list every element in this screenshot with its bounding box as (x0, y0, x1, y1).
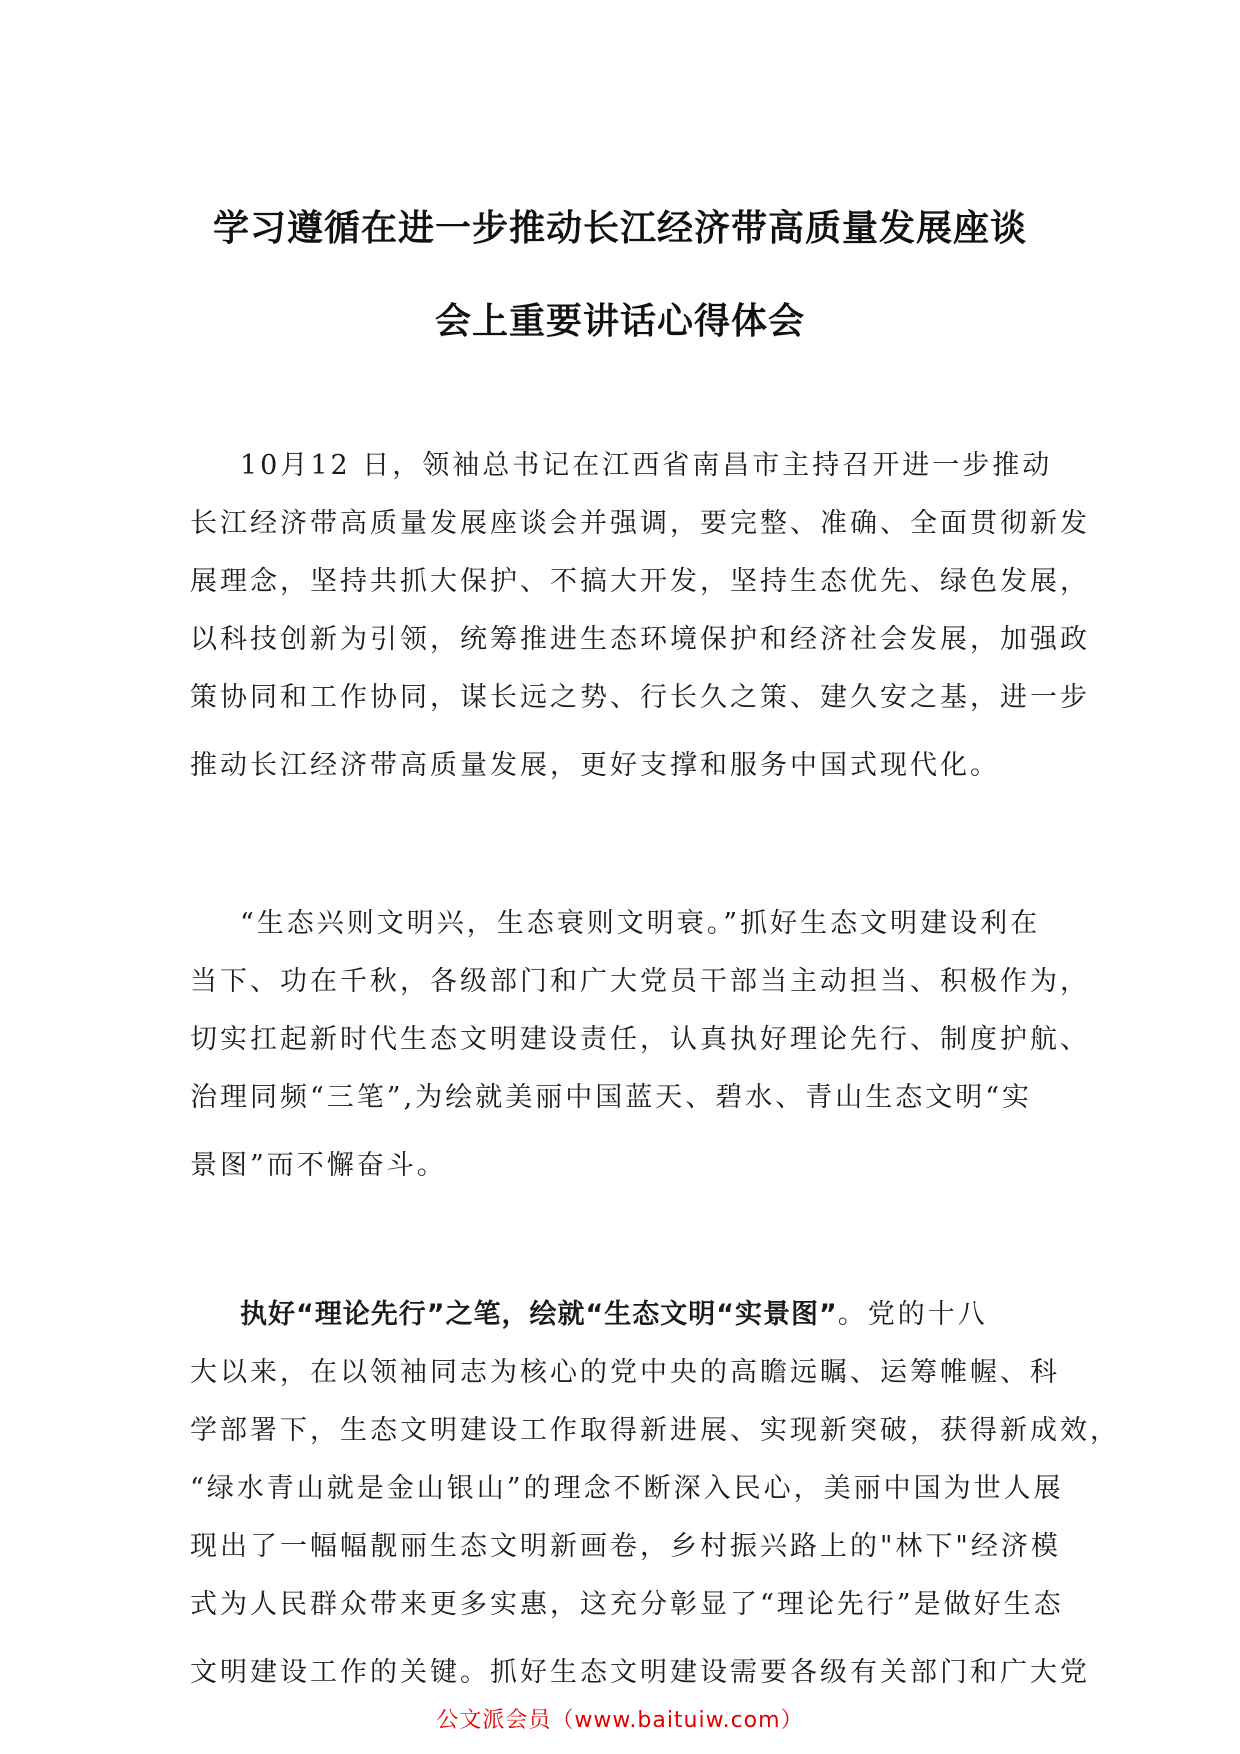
paragraph-3 (190, 1286, 1120, 1702)
paragraph-line: “绿水青山就是金山银山”的理念不断深入民心，美丽中国为世人展 (190, 1473, 1064, 1504)
paragraph-line: 长江经济带高质量发展座谈会并强调，要完整、准确、全面贯彻新发 (190, 508, 1090, 539)
paragraph-line: 学部署下，生态文明建设工作取得新进展、实现新突破，获得新成效， (190, 1415, 1120, 1446)
paragraph-line: 治理同频“三笔”,为绘就美丽中国蓝天、碧水、青山生态文明“实 (190, 1082, 1032, 1113)
section-heading-lead: 执好“理论先行”之笔，绘就“生态文明“实景图” (240, 1299, 838, 1330)
paragraph-line: 式为人民群众带来更多实惠，这充分彰显了“理论先行”是做好生态 (190, 1589, 1064, 1620)
document-title-line-1: 学习遵循在进一步推动长江经济带高质量发展座谈 (212, 208, 1027, 249)
paragraph-line: 推动长江经济带高质量发展，更好支撑和服务中国式现代化。 (190, 750, 1000, 781)
paragraph-line: 切实扛起新时代生态文明建设责任，认真执好理论先行、制度护航、 (190, 1024, 1090, 1055)
paragraph-line: 策协同和工作协同，谋长远之势、行长久之策、建久安之基，进一步 (190, 682, 1090, 713)
paragraph-line: 大以来，在以领袖同志为核心的党中央的高瞻远瞩、运筹帷幄、科 (190, 1357, 1060, 1388)
paragraph-line: 展理念，坚持共抓大保护、不搞大开发，坚持生态优先、绿色发展， (190, 566, 1090, 597)
paragraph-line: “生态兴则文明兴，生态衰则文明衰。”抓好生态文明建设利在 (240, 908, 1041, 939)
paragraph-1 (190, 437, 1090, 795)
paragraph-line: 文明建设工作的关键。抓好生态文明建设需要各级有关部门和广大党 (190, 1657, 1090, 1688)
paragraph-2 (190, 895, 1090, 1195)
footer-watermark-link[interactable]: 公文派会员（www.baituiw.com） (436, 1708, 804, 1733)
document-title-line-2: 会上重要讲话心得体会 (434, 301, 805, 342)
paragraph-first-line (190, 1286, 1070, 1344)
paragraph-line: 以科技创新为引领，统筹推进生态环境保护和经济社会发展，加强政 (190, 624, 1090, 655)
paragraph-line: 景图”而不懈奋斗。 (190, 1150, 447, 1181)
paragraph-line: 10月12 日，领袖总书记在江西省南昌市主持召开进一步推动 (240, 450, 1053, 481)
paragraph-line-rest: 。党的十八 (837, 1299, 988, 1330)
paragraph-line: 当下、功在千秋，各级部门和广大党员干部当主动担当、积极作为， (190, 966, 1090, 997)
paragraph-line: 现出了一幅幅靓丽生态文明新画卷，乡村振兴路上的"林下"经济模 (190, 1531, 1061, 1562)
